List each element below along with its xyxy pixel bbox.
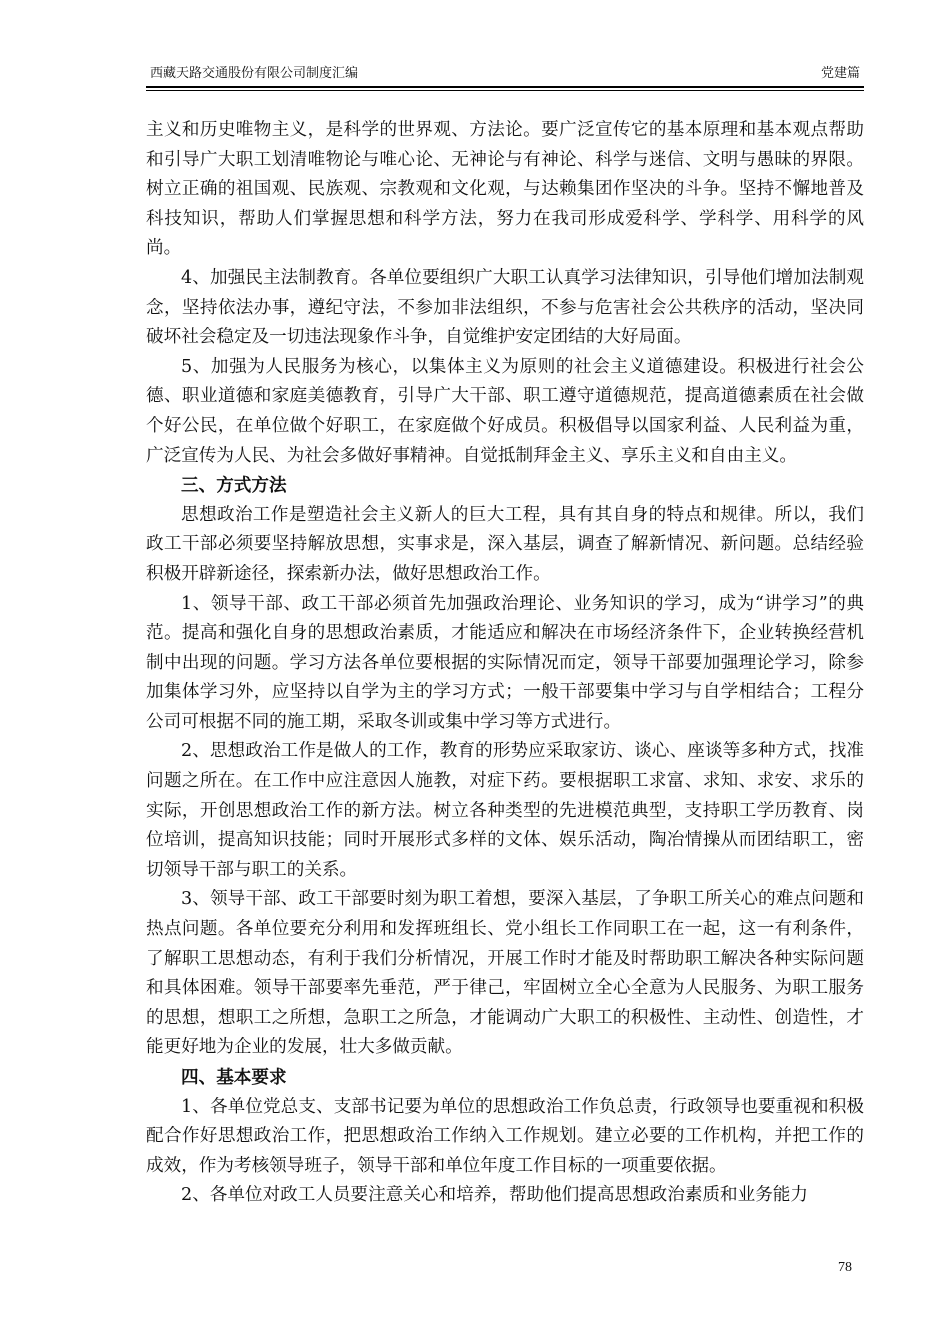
document-body [146,116,864,1211]
header-rule-thick [146,86,864,88]
paragraph-methods-3: 3、领导干部、政工干部要时刻为职工着想，要深入基层，了争职工所关心的难点问题和热点问题。各单位要充分利用和发挥班组长、党小组长工作同职工在一起，这一有利条件，了解职工思想动态，有利于我们分析情况，开展工作时才能及时帮助职工解决各种实际问题和具体困难。领导干部要率先垂范，严于律己，牢固树立全心全意为人民服务、为职工服务的思想，想职工之所想，急职工之所急，才能调动广大职工的积极性、主动性、创造性，才能更好地为企业的发展，壮大多做贡献。 [146,889,864,1058]
paragraph-continuation: 主义和历史唯物主义，是科学的世界观、方法论。要广泛宣传它的基本原理和基本观点帮助和引导广大职工划清唯物论与唯心论、无神论与有神论、科学与迷信、文明与愚昧的界限。树立正确的祖国观、民族观、宗教观和文化观，与达赖集团作坚决的斗争。坚持不懈地普及科技知识，帮助人们掌握思想和科学方法，努力在我司形成爱科学、学科学、用科学的风尚。 [146,120,864,259]
paragraph-methods-1: 1、领导干部、政工干部必须首先加强政治理论、业务知识的学习，成为“讲学习”的典范。提高和强化自身的思想政治素质，才能适应和解决在市场经济条件下，企业转换经营机制中出现的问题。学习方法各单位要根据的实际情况而定，领导干部要加强理论学习，除参加集体学习外，应坚持以自学为主的学习方式；一般干部要集中学习与自学相结合；工程分公司可根据不同的施工期，采取冬训或集中学习等方式进行。 [146,593,864,732]
paragraph-item-4: 4、加强民主法制教育。各单位要组织广大职工认真学习法律知识，引导他们增加法制观念，坚持依法办事，遵纪守法，不参加非法组织，不参与危害社会公共秩序的活动，坚决同破坏社会稳定及一切违法现象作斗争，自觉维护安定团结的大好局面。 [146,267,864,348]
paragraph-methods-intro: 思想政治工作是塑造社会主义新人的巨大工程，具有其自身的特点和规律。所以，我们政工干部必须要坚持解放思想，实事求是，深入基层，调查了解新情况、新问题。总结经验积极开辟新途径，探索新办法，做好思想政治工作。 [146,504,864,584]
header-section-title: 党建篇 [820,66,860,81]
header-company-title: 西藏天路交通股份有限公司制度汇编 [150,66,359,81]
page-number: 78 [838,1260,852,1275]
paragraph-methods-2: 2、思想政治工作是做人的工作，教育的形势应采取家访、谈心、座谈等多种方式，找准问题之所在。在工作中应注意因人施教，对症下药。要根据职工求富、求知、求安、求乐的实际，开创思想政治工作的新方法。树立各种类型的先进模范典型，支持职工学历教育、岗位培训，提高知识技能；同时开展形式多样的文体、娱乐活动，陶冶情操从而团结职工，密切领导干部与职工的关系。 [146,741,864,880]
header-rule-thin [146,90,864,91]
section-heading-requirements: 四、基本要求 [181,1067,287,1088]
page-header [146,66,864,84]
paragraph-requirements-2: 2、各单位对政工人员要注意关心和培养，帮助他们提高思想政治素质和业务能力 [181,1185,808,1206]
paragraph-item-5: 5、加强为人民服务为核心，以集体主义为原则的社会主义道德建设。积极进行社会公德、职业道德和家庭美德教育，引导广大干部、职工遵守道德规范，提高道德素质在社会做个好公民，在单位做个好职工，在家庭做个好成员。积极倡导以国家利益、人民利益为重，广泛宣传为人民、为社会多做好事精神。自觉抵制拜金主义、享乐主义和自由主义。 [146,356,864,466]
paragraph-requirements-1: 1、各单位党总支、支部书记要为单位的思想政治工作负总责，行政领导也要重视和积极配合作好思想政治工作，把思想政治工作纳入工作规划。建立必要的工作机构，并把工作的成效，作为考核领导班子，领导干部和单位年度工作目标的一项重要依据。 [146,1096,864,1176]
section-heading-methods: 三、方式方法 [181,475,287,497]
